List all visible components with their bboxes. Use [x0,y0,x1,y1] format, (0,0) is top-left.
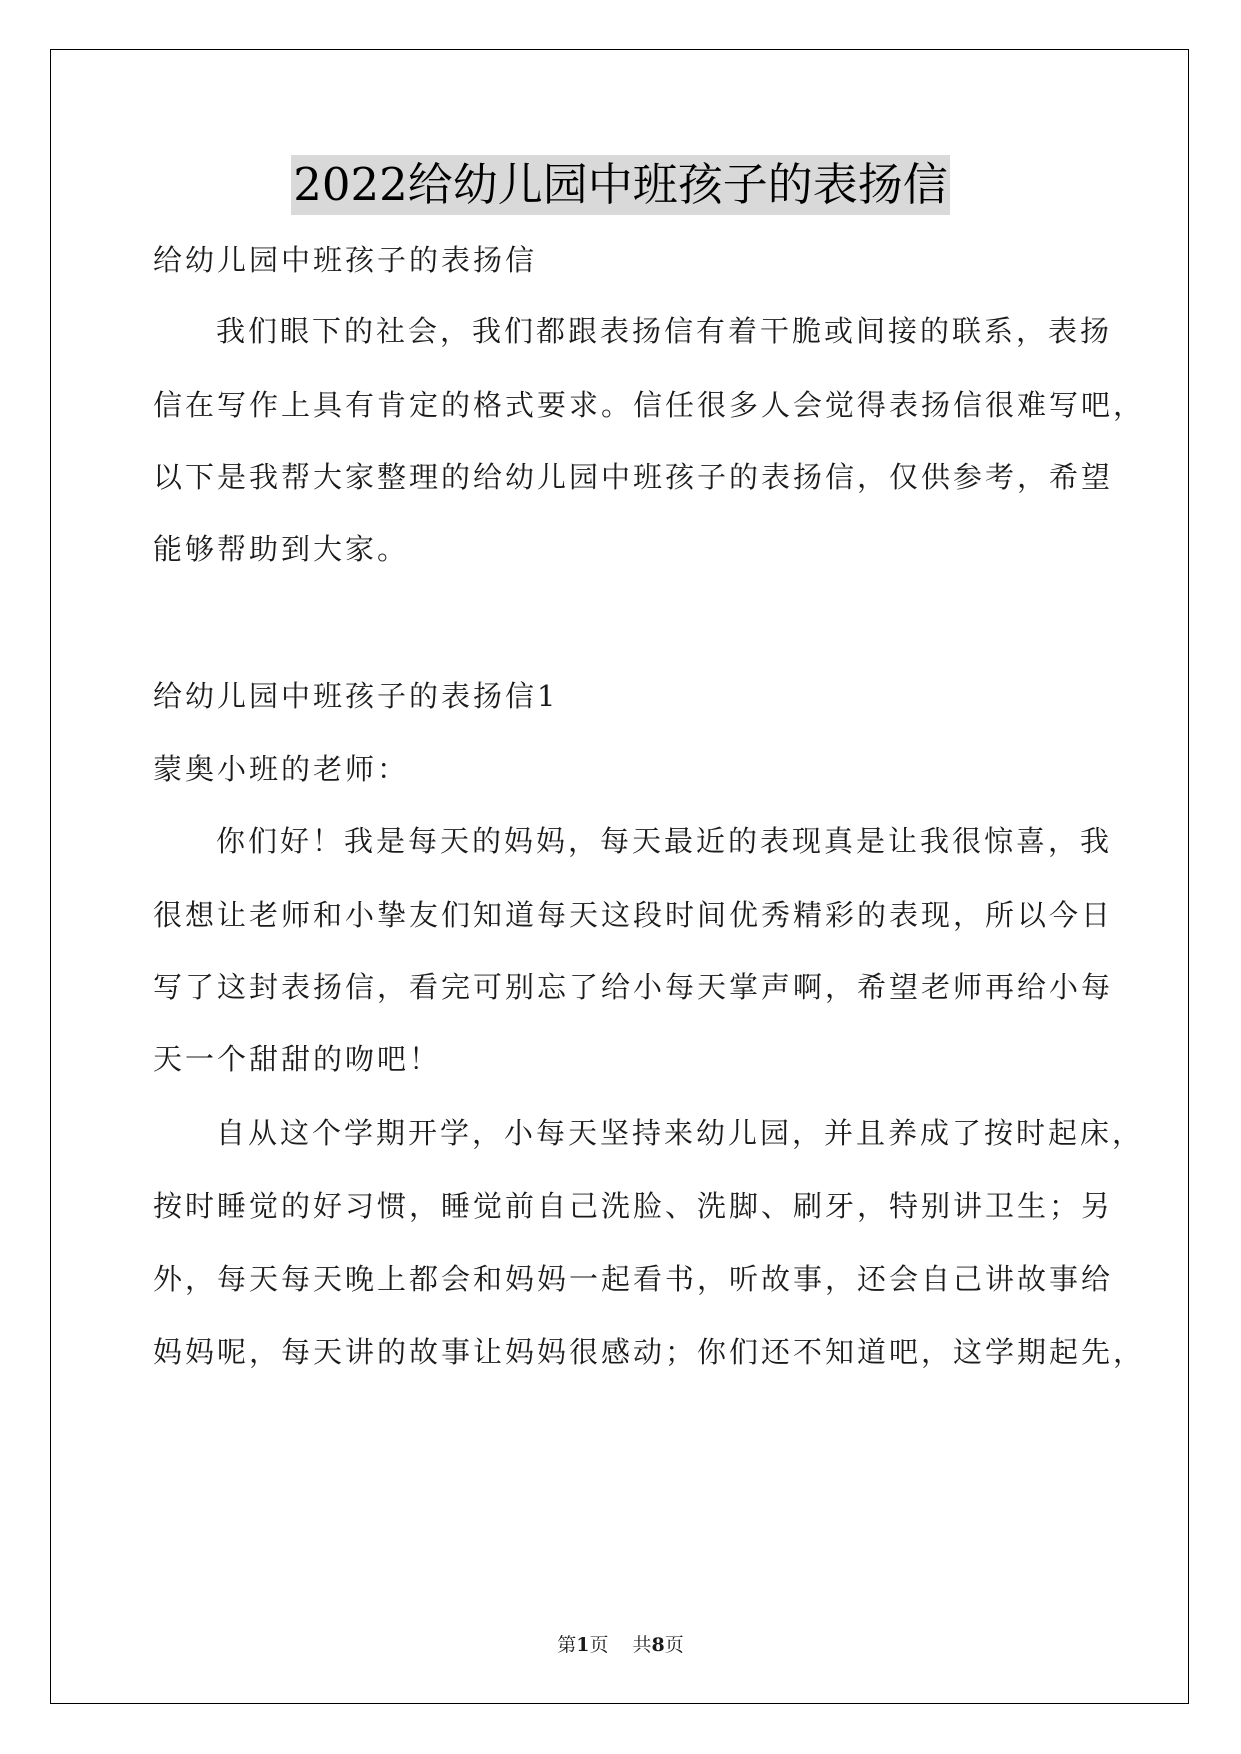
title-block [0,155,1241,215]
page-prefix: 第 [557,1634,577,1656]
page-number: 1 [576,1634,590,1656]
body-line-2: 很想让老师和小挚友们知道每天这段时间优秀精彩的表现，所以今日 [153,898,1114,932]
page-border [50,49,1189,1704]
subtitle-line: 给幼儿园中班孩子的表扬信 [153,243,538,277]
intro-line-1: 我们眼下的社会，我们都跟表扬信有着干脆或间接的联系，表扬 [216,314,1113,348]
intro-line-2: 信在写作上具有肯定的格式要求。信任很多人会觉得表扬信很难写吧， [153,388,1146,422]
page-footer [0,1632,1241,1658]
body-line-7: 外，每天每天晚上都会和妈妈一起看书，听故事，还会自己讲故事给 [153,1262,1114,1296]
body-line-5: 自从这个学期开学，小每天坚持来幼儿园，并且养成了按时起床， [216,1116,1145,1150]
total-suffix: 页 [664,1634,684,1656]
body-line-1: 你们好！我是每天的妈妈，每天最近的表现真是让我很惊喜，我 [216,824,1113,858]
document-title: 2022给幼儿园中班孩子的表扬信 [291,155,950,215]
body-line-3: 写了这封表扬信，看完可别忘了给小每天掌声啊，希望老师再给小每 [153,970,1114,1004]
total-pages: 8 [651,1634,665,1656]
body-line-8: 妈妈呢，每天讲的故事让妈妈很感动；你们还不知道吧，这学期起先， [153,1335,1146,1369]
body-line-4: 天一个甜甜的吻吧！ [153,1042,442,1076]
body-line-6: 按时睡觉的好习惯，睡觉前自己洗脸、洗脚、刷牙，特别讲卫生；另 [153,1189,1114,1223]
intro-line-3: 以下是我帮大家整理的给幼儿园中班孩子的表扬信，仅供参考，希望 [153,460,1114,494]
total-prefix: 共 [632,1634,652,1656]
intro-line-4: 能够帮助到大家。 [153,532,410,566]
page-suffix: 页 [589,1634,609,1656]
salutation-line: 蒙奥小班的老师： [153,752,410,786]
section-heading: 给幼儿园中班孩子的表扬信1 [153,679,559,713]
